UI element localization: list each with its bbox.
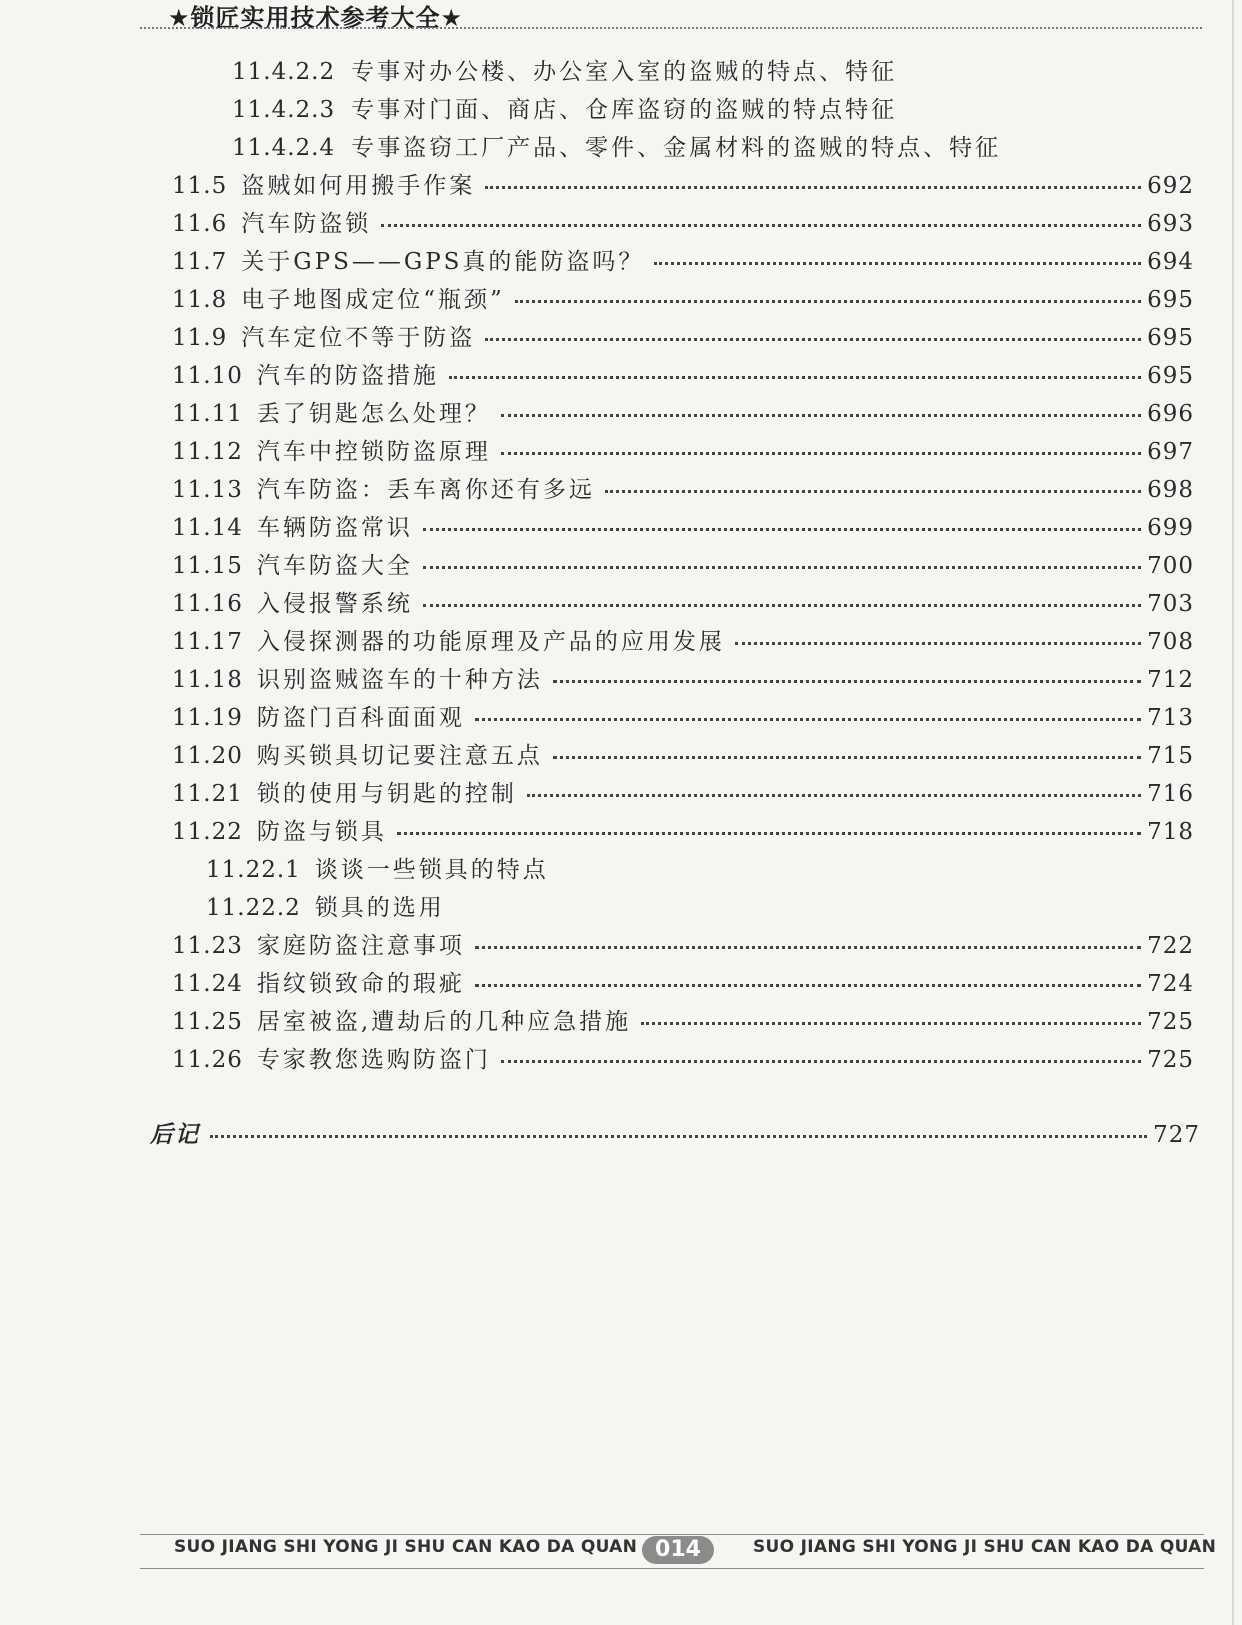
dot-leader bbox=[423, 566, 1141, 569]
toc-page-number: 718 bbox=[1147, 819, 1194, 845]
toc-page-number: 712 bbox=[1147, 667, 1194, 693]
page-number-badge: 014 bbox=[642, 1536, 714, 1564]
footer-right-text: SUO JIANG SHI YONG JI SHU CAN KAO DA QUAN bbox=[753, 1537, 1217, 1557]
toc-title: 汽车防盗：丢车离你还有多远 bbox=[256, 477, 595, 503]
dot-leader bbox=[397, 832, 1141, 835]
header-divider bbox=[140, 27, 1202, 29]
toc-title: 家庭防盗注意事项 bbox=[256, 933, 465, 959]
dot-leader bbox=[475, 946, 1141, 949]
toc-number: 11.22.1 bbox=[206, 857, 301, 883]
toc-number: 11.16 bbox=[172, 591, 243, 617]
toc-page-number: 700 bbox=[1147, 553, 1194, 579]
toc-entry-11-22 bbox=[172, 817, 1194, 847]
toc-title: 入侵探测器的功能原理及产品的应用发展 bbox=[256, 629, 725, 655]
footer-rule-bottom bbox=[140, 1568, 1204, 1569]
toc-entry-11-11 bbox=[172, 399, 1194, 429]
toc-title: 盗贼如何用搬手作案 bbox=[241, 173, 476, 199]
toc-entry-11-8 bbox=[172, 285, 1194, 315]
toc-entry-11-13 bbox=[172, 475, 1194, 505]
toc-entry-11-25 bbox=[172, 1007, 1194, 1037]
toc-number: 11.13 bbox=[172, 477, 243, 503]
toc-number: 11.10 bbox=[172, 363, 243, 389]
toc-number: 11.24 bbox=[172, 971, 243, 997]
toc-page-number: 699 bbox=[1147, 515, 1194, 541]
toc-number: 11.9 bbox=[172, 325, 228, 351]
toc-entry-11-15 bbox=[172, 551, 1194, 581]
toc-title: 购买锁具切记要注意五点 bbox=[256, 743, 543, 769]
toc-entry-11-22-2 bbox=[206, 893, 445, 923]
toc-entry-11-4-2-2 bbox=[232, 57, 897, 87]
toc-entry-11-26 bbox=[172, 1045, 1194, 1075]
toc-entry-11-21 bbox=[172, 779, 1194, 809]
toc-number: 11.7 bbox=[172, 249, 228, 275]
toc-title: 丢了钥匙怎么处理？ bbox=[256, 401, 491, 427]
toc-entry-afterword bbox=[150, 1120, 1200, 1150]
toc-title: 指纹锁致命的瑕疵 bbox=[256, 971, 465, 997]
toc-number: 11.8 bbox=[172, 287, 228, 313]
toc-title: 汽车防盗大全 bbox=[256, 553, 413, 579]
dot-leader bbox=[527, 794, 1141, 797]
toc-entry-11-6 bbox=[172, 209, 1194, 239]
toc-title: 电子地图成定位“瓶颈” bbox=[241, 287, 505, 313]
toc-number: 11.6 bbox=[172, 211, 228, 237]
toc-page-number: 695 bbox=[1147, 325, 1194, 351]
toc-page-number: 695 bbox=[1147, 363, 1194, 389]
toc-title: 专事对办公楼、办公室入室的盗贼的特点、特征 bbox=[351, 59, 898, 85]
toc-page-number: 713 bbox=[1147, 705, 1194, 731]
dot-leader bbox=[641, 1022, 1141, 1025]
toc-entry-11-23 bbox=[172, 931, 1194, 961]
toc-page-number: 692 bbox=[1147, 173, 1194, 199]
toc-entry-11-19 bbox=[172, 703, 1194, 733]
toc-number: 11.14 bbox=[172, 515, 243, 541]
toc-number: 11.4.2.3 bbox=[232, 97, 336, 123]
toc-page-number: 693 bbox=[1147, 211, 1194, 237]
toc-title: 汽车防盗锁 bbox=[241, 211, 372, 237]
dot-leader bbox=[381, 224, 1141, 227]
toc-entry-11-16 bbox=[172, 589, 1194, 619]
toc-title: 居室被盗,遭劫后的几种应急措施 bbox=[256, 1009, 632, 1035]
toc-entry-11-17 bbox=[172, 627, 1194, 657]
dot-leader bbox=[475, 718, 1141, 721]
toc-entry-11-7 bbox=[172, 247, 1194, 277]
toc-number: 11.25 bbox=[172, 1009, 243, 1035]
dot-leader bbox=[515, 300, 1141, 303]
toc-number: 11.12 bbox=[172, 439, 243, 465]
toc-entry-11-9 bbox=[172, 323, 1194, 353]
toc-entry-11-14 bbox=[172, 513, 1194, 543]
toc-title: 汽车的防盗措施 bbox=[256, 363, 439, 389]
toc-page-number: 697 bbox=[1147, 439, 1194, 465]
toc-page-number: 722 bbox=[1147, 933, 1194, 959]
toc-page-number: 708 bbox=[1147, 629, 1194, 655]
toc-page-number: 725 bbox=[1147, 1047, 1194, 1073]
toc-page-number: 696 bbox=[1147, 401, 1194, 427]
toc-title: 锁的使用与钥匙的控制 bbox=[256, 781, 517, 807]
dot-leader bbox=[605, 490, 1141, 493]
page-edge bbox=[1232, 0, 1234, 1625]
toc-number: 11.19 bbox=[172, 705, 243, 731]
toc-number: 11.18 bbox=[172, 667, 243, 693]
toc-title: 防盗与锁具 bbox=[256, 819, 387, 845]
dot-leader bbox=[501, 414, 1141, 417]
toc-page-number: 715 bbox=[1147, 743, 1194, 769]
toc-number: 11.20 bbox=[172, 743, 243, 769]
toc-title: 汽车中控锁防盗原理 bbox=[256, 439, 491, 465]
toc-page-number: 724 bbox=[1147, 971, 1194, 997]
toc-title: 专事盗窃工厂产品、零件、金属材料的盗贼的特点、特征 bbox=[351, 135, 1002, 161]
toc-entry-11-18 bbox=[172, 665, 1194, 695]
toc-page-number: 716 bbox=[1147, 781, 1194, 807]
toc-title: 专事对门面、商店、仓库盗窃的盗贼的特点特征 bbox=[351, 97, 898, 123]
toc-title: 专家教您选购防盗门 bbox=[256, 1047, 491, 1073]
toc-page-number: 725 bbox=[1147, 1009, 1194, 1035]
toc-number: 11.26 bbox=[172, 1047, 243, 1073]
toc-title: 车辆防盗常识 bbox=[256, 515, 413, 541]
toc-number: 11.4.2.2 bbox=[232, 59, 336, 85]
dot-leader bbox=[735, 642, 1141, 645]
toc-number: 11.15 bbox=[172, 553, 243, 579]
toc-title-afterword: 后记 bbox=[150, 1122, 200, 1148]
toc-page-number: 727 bbox=[1153, 1122, 1200, 1148]
toc-number: 11.22.2 bbox=[206, 895, 301, 921]
footer-rule-top bbox=[140, 1534, 1204, 1535]
dot-leader bbox=[423, 528, 1141, 531]
toc-title: 谈谈一些锁具的特点 bbox=[314, 857, 549, 883]
toc-entry-11-12 bbox=[172, 437, 1194, 467]
dot-leader bbox=[485, 338, 1141, 341]
toc-page-number: 695 bbox=[1147, 287, 1194, 313]
toc-entry-11-20 bbox=[172, 741, 1194, 771]
toc-number: 11.4.2.4 bbox=[232, 135, 336, 161]
dot-leader bbox=[553, 756, 1141, 759]
toc-number: 11.21 bbox=[172, 781, 243, 807]
dot-leader bbox=[475, 984, 1141, 987]
toc-page-number: 694 bbox=[1147, 249, 1194, 275]
toc-entry-11-5 bbox=[172, 171, 1194, 201]
running-header-title: ★锁匠实用技术参考大全★ bbox=[168, 4, 464, 32]
toc-title: 防盗门百科面面观 bbox=[256, 705, 465, 731]
toc-entry-11-4-2-4 bbox=[232, 133, 1001, 163]
toc-page-number: 698 bbox=[1147, 477, 1194, 503]
toc-number: 11.22 bbox=[172, 819, 243, 845]
toc-page-number: 703 bbox=[1147, 591, 1194, 617]
toc-title: 识别盗贼盗车的十种方法 bbox=[256, 667, 543, 693]
toc-entry-11-10 bbox=[172, 361, 1194, 391]
toc-title: 汽车定位不等于防盗 bbox=[241, 325, 476, 351]
dot-leader bbox=[501, 1060, 1141, 1063]
toc-entry-11-4-2-3 bbox=[232, 95, 897, 125]
toc-number: 11.11 bbox=[172, 401, 243, 427]
toc-number: 11.17 bbox=[172, 629, 243, 655]
footer-left-text: SUO JIANG SHI YONG JI SHU CAN KAO DA QUAN bbox=[174, 1537, 638, 1557]
dot-leader bbox=[210, 1135, 1147, 1138]
toc-number: 11.5 bbox=[172, 173, 228, 199]
toc-number: 11.23 bbox=[172, 933, 243, 959]
dot-leader bbox=[654, 262, 1141, 265]
toc-title: 入侵报警系统 bbox=[256, 591, 413, 617]
toc-entry-11-24 bbox=[172, 969, 1194, 999]
dot-leader bbox=[553, 680, 1141, 683]
toc-title: 锁具的选用 bbox=[314, 895, 445, 921]
dot-leader bbox=[485, 186, 1141, 189]
toc-title: 关于GPS——GPS真的能防盗吗？ bbox=[241, 249, 645, 275]
dot-leader bbox=[449, 376, 1141, 379]
toc-entry-11-22-1 bbox=[206, 855, 549, 885]
dot-leader bbox=[501, 452, 1141, 455]
dot-leader bbox=[423, 604, 1141, 607]
